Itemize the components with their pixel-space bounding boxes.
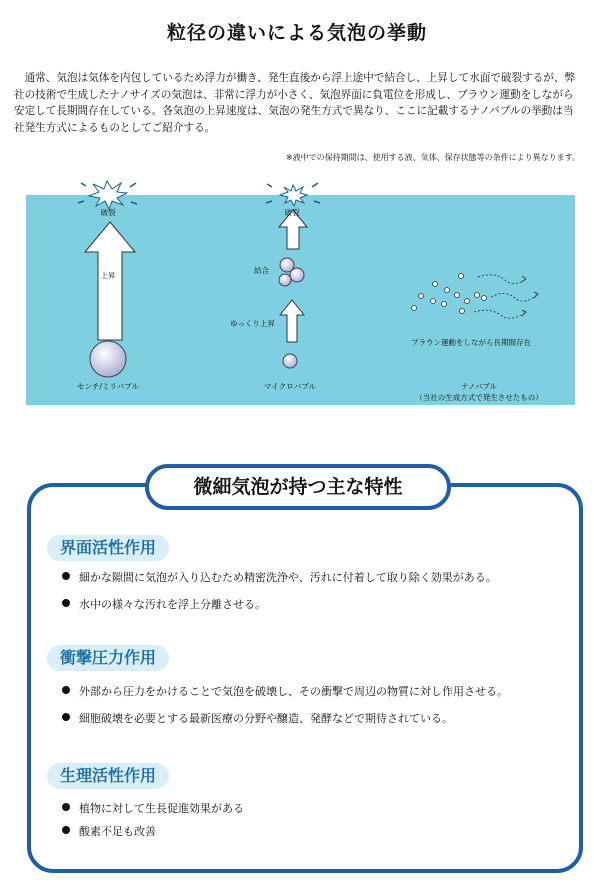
bullet-icon	[62, 572, 70, 580]
slow-rise-label: ゆっくり上昇	[230, 319, 275, 328]
bullet-icon	[62, 686, 70, 694]
large-bubble	[90, 341, 126, 377]
bullet-icon	[62, 826, 70, 834]
rise-label: 上昇	[100, 271, 116, 280]
slow-rise-arrow-icon	[280, 300, 304, 342]
bubble-type-label: ナノバブル	[460, 382, 498, 391]
bubble-type-label: マイクロバブル	[264, 382, 316, 391]
bubble-diagram-svg	[26, 195, 575, 405]
bullet-item: 植物に対して生長促進効果がある	[62, 800, 244, 816]
footnote: ※液中での保持期間は、使用する液、気体、保存状態等の条件により異なります。	[285, 153, 580, 162]
page-title: 粒径の違いによる気泡の挙動	[166, 22, 427, 44]
rise-arrow-icon	[85, 222, 135, 340]
burst-icon	[78, 181, 137, 209]
bubble-type-sublabel: （当社の生成方式で発生させたもの）	[415, 393, 543, 402]
features-title: 微細気泡が持つ主な特性	[145, 464, 451, 510]
intro-paragraph: 通常、気泡は気体を内包しているため浮力が働き、発生直後から浮上途中で結合し、上昇して水面で破裂するが、弊社の技術で生成したナノサイズの気泡は、非常に浮力が小さく、気泡界面に負電位を形成し、ブラウン運動をしながら安定して長期間存在している。各気泡の上昇速度は、気泡の発生方式で異なり、ここに記載するナノバブルの挙動は当社発生方式によるものとしてご紹介する。	[14, 72, 576, 134]
nano-bubbles	[412, 274, 487, 314]
merging-bubble	[290, 268, 304, 282]
burst-label: 破裂	[100, 208, 116, 217]
burst-label: 破裂	[284, 208, 300, 217]
section-heading: 衝撃圧力作用	[47, 645, 169, 671]
micro-bubble	[283, 354, 297, 368]
bullet-icon	[62, 803, 70, 811]
section-heading: 生理活性作用	[47, 763, 169, 789]
bullet-item: 水中の様々な汚れを浮上分離させる。	[62, 596, 266, 612]
bullet-item: 細かな隙間に気泡が入り込むため精密洗浄や、汚れに付着して取り除く効果がある。	[62, 569, 497, 585]
bubble-type-label: センチ/ミリバブル	[76, 382, 140, 391]
bullet-icon	[62, 599, 70, 607]
water-diagram	[26, 195, 575, 405]
merge-label: 結合	[254, 266, 269, 275]
burst-icon	[266, 183, 320, 206]
bullet-icon	[62, 713, 70, 721]
bullet-item: 細胞破壊を必要とする最新医療の分野や醸造、発酵などで期待されている。	[62, 710, 453, 726]
bullet-item: 酸素不足も改善	[62, 823, 156, 839]
merging-bubble	[279, 274, 291, 286]
bullet-item: 外部から圧力をかけることで気泡を破壊し、その衝撃で周辺の物質に対し作用させる。	[62, 683, 508, 699]
brownian-label: ブラウン運動をしながら長期間存在	[411, 338, 531, 347]
section-heading: 界面活性作用	[47, 535, 169, 561]
